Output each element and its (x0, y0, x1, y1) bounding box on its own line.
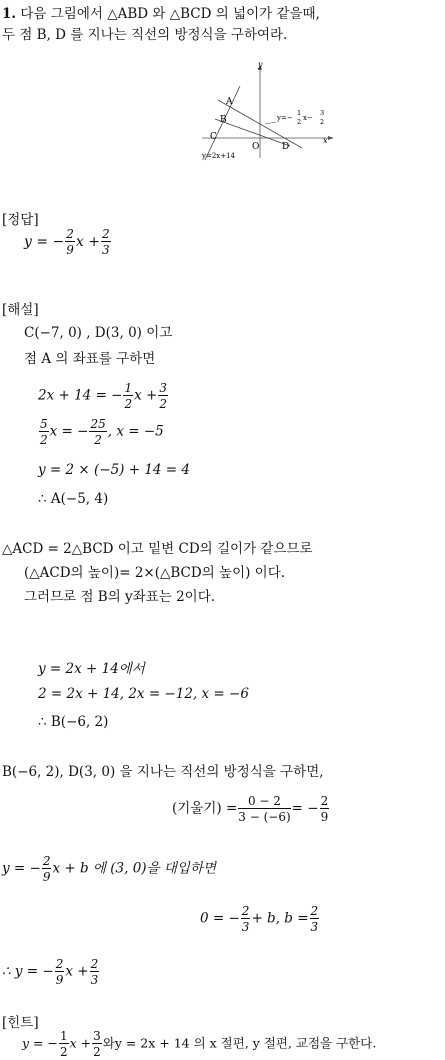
eq-2-frac-2-den: 2 (94, 433, 102, 447)
fin-a: ∴ y = − (2, 963, 54, 980)
fin-frac-2-num: 2 (90, 957, 99, 971)
line1-label-b: x− (303, 114, 313, 122)
x-axis-label: x (323, 136, 328, 145)
fin-frac-1-num: 2 (55, 957, 64, 971)
point-b-label: B (220, 115, 227, 125)
y-axis-label: y (258, 60, 263, 69)
hint-frac-2-num: 3 (93, 1029, 101, 1043)
eq-1-frac-2-den: 2 (159, 397, 167, 411)
final-equation (2, 958, 100, 986)
answer-frac-1-den: 9 (66, 243, 74, 257)
point-c-label: C (210, 132, 217, 142)
answer-frac-2-num: 2 (102, 227, 110, 241)
b-b: + b, b = (251, 910, 309, 927)
line1-label-d2: 2 (320, 118, 325, 126)
eq-2-frac-2 (89, 418, 106, 446)
eq-2-frac-2-num: 25 (90, 417, 106, 431)
eq-1-a: 2x + 14 = − (38, 387, 123, 404)
slope-result-num: 2 (320, 794, 329, 808)
hint-frac-1-num: 1 (59, 1029, 68, 1043)
b-frac-2-num: 2 (310, 904, 319, 918)
answer-equation (24, 228, 112, 256)
slope-den: 3 − (−6) (238, 810, 291, 824)
point-d-label: D (282, 142, 290, 152)
answer-frac-2 (101, 228, 111, 256)
origin-label: O (252, 142, 260, 152)
sub-den: 9 (42, 870, 51, 884)
substitution-line (2, 855, 216, 883)
eq-6: 2 = 2x + 14, 2x = −12, x = −6 (38, 686, 249, 702)
hint-frac-2 (92, 1030, 102, 1058)
problem-text-2: 두 점 B, D 를 지나는 직선의 방정식을 구하여라. (2, 27, 288, 43)
b-equation (200, 905, 320, 933)
slope-result-den: 9 (320, 810, 329, 824)
solution-para-2: (△ACD의 높이)= 2×(△BCD의 높이) 이다. (24, 565, 286, 581)
eq-2-a: x = − (49, 423, 89, 440)
eq-1 (38, 382, 169, 410)
coordinate-figure (190, 58, 340, 168)
solution-line-2: 점 A 의 좌표를 구하면 (24, 351, 156, 367)
eq-3: y = 2 × (−5) + 14 = 4 (38, 462, 190, 478)
hint-b: x + (69, 1035, 92, 1051)
answer-frac-1-num: 2 (66, 227, 74, 241)
eq-2-b: , x = −5 (107, 423, 164, 440)
b-frac-1 (241, 905, 251, 933)
b-frac-1-den: 3 (241, 920, 250, 934)
b-a: 0 = − (200, 910, 240, 927)
fin-frac-2-den: 3 (90, 973, 99, 987)
sub-frac (42, 855, 52, 883)
line1-label-n: 1 (297, 109, 302, 117)
slope-num: 0 − 2 (238, 795, 290, 809)
sub-b: x + b 에 (3, 0)을 대입하면 (52, 860, 217, 877)
b-frac-1-num: 2 (241, 904, 250, 918)
eq-2-frac-1 (39, 418, 49, 446)
b-frac-2-den: 3 (310, 920, 319, 934)
eq-1-frac-1 (123, 382, 133, 410)
hint-a: y = − (22, 1035, 58, 1051)
problem-line-1 (2, 2, 320, 22)
fin-frac-1 (55, 958, 65, 986)
eq-2-frac-1-num: 5 (40, 417, 48, 431)
slope-frac (238, 795, 290, 823)
eq-5: y = 2x + 14에서 (38, 661, 145, 677)
hint-heading: [힌트] (2, 1015, 39, 1031)
answer-mid: x + (75, 234, 100, 250)
problem-text-1: 다음 그림에서 △ABD 와 △BCD 의 넓이가 같을때, (20, 6, 320, 22)
eq-1-b: x + (134, 387, 158, 404)
b-frac-2 (310, 905, 320, 933)
hint-frac-2-den: 2 (93, 1045, 101, 1059)
eq-7: ∴ B(−6, 2) (38, 714, 109, 730)
fin-frac-1-den: 9 (55, 973, 64, 987)
hint-frac-1 (59, 1030, 69, 1058)
eq-1-frac-1-num: 1 (124, 381, 133, 395)
eq-4: ∴ A(−5, 4) (38, 491, 109, 507)
line1-label-n2: 3 (320, 109, 325, 117)
answer-lhs: y = − (24, 234, 65, 250)
fin-b: x + (65, 963, 89, 980)
point-a-label: A (226, 97, 233, 107)
answer-frac-2-den: 3 (102, 243, 110, 257)
solution-heading: [해설] (2, 302, 39, 318)
line2-label: y=2x+14 (202, 152, 235, 160)
hint-c: 와y = 2x + 14 의 x 절편, y 절편, 교점을 구한다. (102, 1035, 377, 1051)
solution-para-3: 그러므로 점 B의 y좌표는 2이다. (24, 589, 216, 605)
answer-heading: [정답] (2, 212, 39, 228)
fin-frac-2 (90, 958, 100, 986)
slope-eq: = − (291, 800, 319, 817)
hint-frac-1-den: 2 (59, 1045, 68, 1059)
eq-1-frac-1-den: 2 (124, 397, 133, 411)
eq-1-frac-2 (158, 382, 168, 410)
label-pointer (265, 122, 276, 124)
line1-label-a: y=− (277, 114, 293, 122)
x-axis-arrow (328, 136, 334, 140)
answer-frac-1 (65, 228, 75, 256)
problem-number: 1. (2, 6, 17, 22)
hint-text (22, 1030, 376, 1058)
sub-a: y = − (2, 860, 41, 877)
eq-1-frac-2-num: 3 (159, 381, 167, 395)
solution-para-4: B(−6, 2), D(3, 0) 을 지나는 직선의 방정식을 구하면, (2, 764, 324, 780)
slope-lhs: (기울기) = (172, 800, 238, 817)
slope-equation (172, 795, 330, 823)
eq-2 (38, 418, 164, 446)
eq-2-frac-1-den: 2 (40, 433, 48, 447)
slope-result-frac (320, 795, 330, 823)
line1-label-d: 2 (297, 118, 302, 126)
solution-para-1: △ACD = 2△BCD 이고 밑변 CD의 길이가 같으므로 (2, 541, 313, 557)
solution-line-1: C(−7, 0) , D(3, 0) 이고 (24, 325, 173, 341)
sub-num: 2 (42, 854, 51, 868)
